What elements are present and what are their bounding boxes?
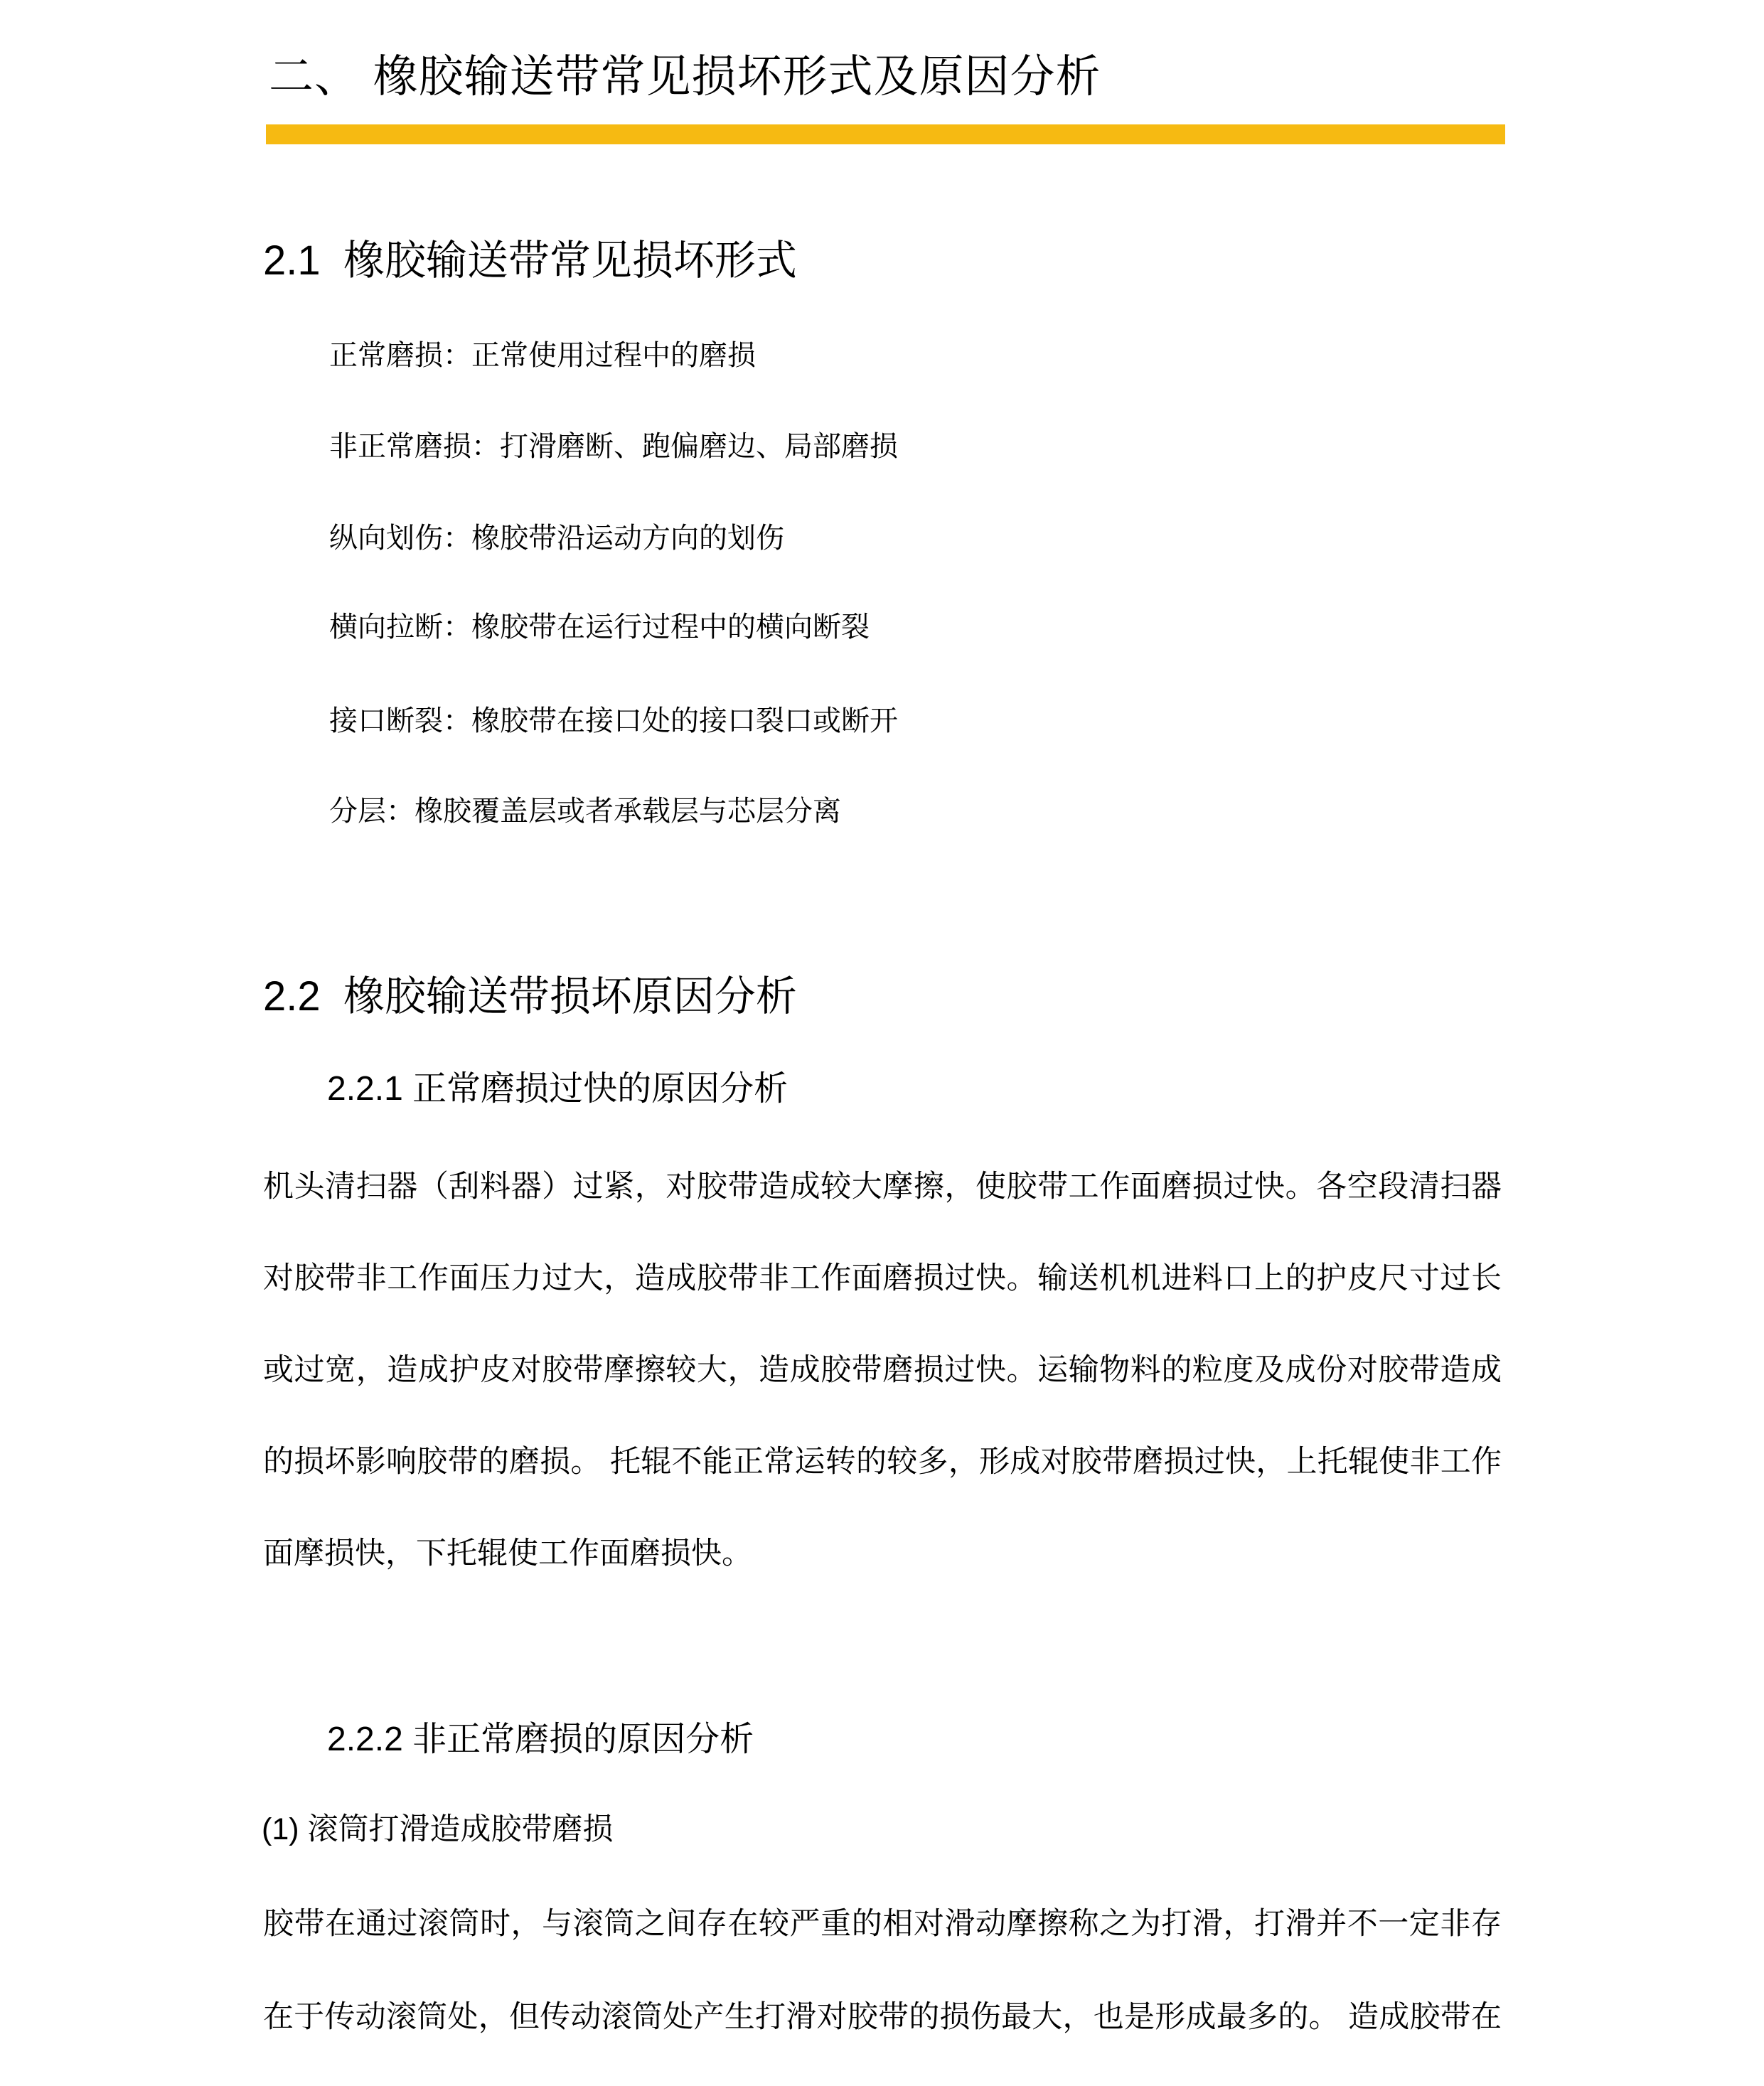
section-2-2-1-heading: 2.2.1 正常磨损过快的原因分析 bbox=[327, 1070, 789, 1108]
list-item: 非正常磨损：打滑磨断、跑偏磨边、局部磨损 bbox=[329, 431, 898, 462]
section-2-2-2-heading: 2.2.2 非正常磨损的原因分析 bbox=[327, 1721, 754, 1758]
section-2-1-heading: 2.1 橡胶输送带常见损坏形式 bbox=[263, 237, 797, 284]
paragraph-line: 在于传动滚筒处，但传动滚筒处产生打滑对胶带的损伤最大，也是形成最多的。 造成胶带在 bbox=[263, 2000, 1502, 2034]
doc-title: 二、 橡胶输送带常见损坏形式及原因分析 bbox=[269, 52, 1101, 102]
paragraph-line: 面摩损快，下托辊使工作面磨损快。 bbox=[263, 1536, 752, 1571]
list-item: 分层：橡胶覆盖层或者承载层与芯层分离 bbox=[329, 796, 841, 827]
title-accent-bar bbox=[266, 124, 1505, 144]
paragraph-line: 的损坏影响胶带的磨损。 托辊不能正常运转的较多，形成对胶带磨损过快，上托辊使非工作 bbox=[263, 1445, 1502, 1479]
paragraph-line: 对胶带非工作面压力过大，造成胶带非工作面磨损过快。输送机机进料口上的护皮尺寸过长 bbox=[263, 1261, 1502, 1295]
paragraph-line: 或过宽，造成护皮对胶带摩擦较大，造成胶带磨损过快。运输物料的粒度及成份对胶带造成 bbox=[263, 1353, 1502, 1387]
list-item: 正常磨损：正常使用过程中的磨损 bbox=[329, 340, 756, 371]
list-item: 接口断裂：橡胶带在接口处的接口裂口或断开 bbox=[329, 705, 898, 737]
list-item: 纵向划伤：橡胶带沿运动方向的划伤 bbox=[329, 523, 784, 554]
list-item: 横向拉断：橡胶带在运行过程中的横向断裂 bbox=[329, 611, 870, 643]
paragraph-line: 胶带在通过滚筒时，与滚筒之间存在较严重的相对滑动摩擦称之为打滑，打滑并不一定非存 bbox=[263, 1907, 1502, 1941]
paragraph-line: 机头清扫器（刮料器）过紧，对胶带造成较大摩擦，使胶带工作面磨损过快。各空段清扫器 bbox=[263, 1170, 1502, 1204]
numbered-point-label: (1) 滚筒打滑造成胶带磨损 bbox=[262, 1812, 614, 1846]
section-2-2-heading: 2.2 橡胶输送带损坏原因分析 bbox=[263, 973, 797, 1020]
